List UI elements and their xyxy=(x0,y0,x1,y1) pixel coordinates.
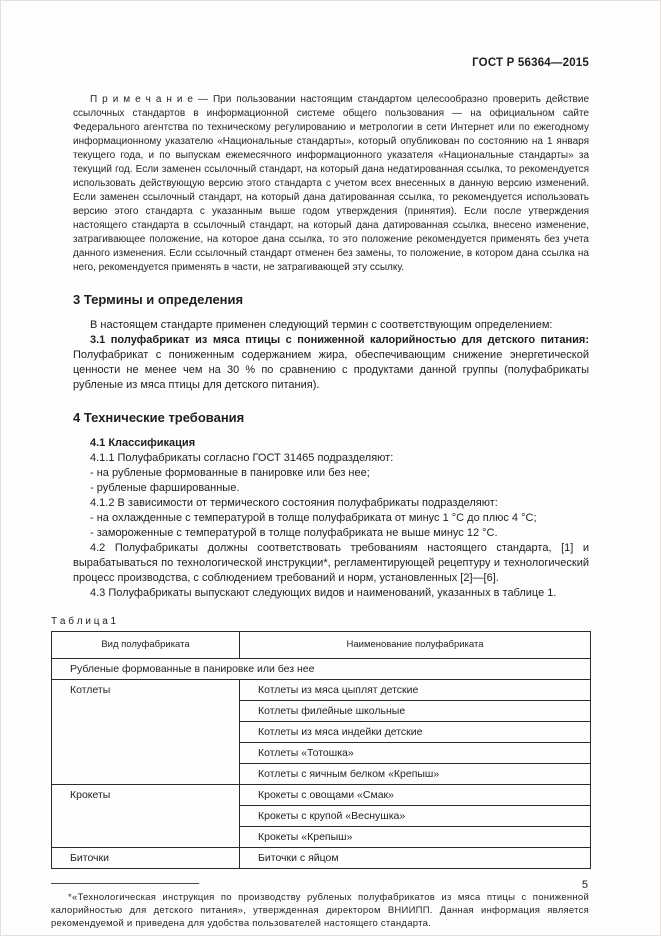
clause-4-1-1: 4.1.1 Полуфабрикаты согласно ГОСТ 31465 подразделяют: xyxy=(90,452,394,464)
clause-4-1-2-item-1: - на охлажденные с температурой в толще полуфабриката от минус 1 °С до плюс 4 °С; xyxy=(90,512,537,524)
table-name-cell: Котлеты «Тотошка» xyxy=(240,743,591,764)
footnote-text: *«Технологическая инструкция по производству рубленых полуфабрикатов из мяса птицы с пониженной калорийностью для детского питания», утвержденная директором ВНИИПП. Данная информация является рекомендуемой и приведена для удобства пользователей настоящего стандарта. xyxy=(51,892,589,929)
table-group-cell: Рубленые формованные в панировке или без нее xyxy=(52,659,591,680)
table-name-cell: Крокеты с крупой «Веснушка» xyxy=(240,806,591,827)
note-paragraph xyxy=(73,93,589,275)
table-kind-kotlety: Котлеты xyxy=(52,680,240,785)
table-kind-krokety: Крокеты xyxy=(52,785,240,848)
footnote-rule xyxy=(51,883,199,884)
note-text: При пользовании настоящим стандартом целесообразно проверить действие ссылочных стандартов в информационной системе общего пользования — на официальном сайте Федерального агентства по техническому регулированию и метрологии в сети Интернет или по ежегодному информационному указателю «Национальные стандарты», который опубликован по состоянию на 1 января текущего года, и по выпускам ежемесячного информационного указателя «Национальные стандарты» за текущий год. Если заменен ссылочный стандарт, на который дана недатированная ссылка, то рекомендуется использовать действующую версию этого стандарта с учетом всех внесенных в данную версию изменений. Если заменен ссылочный стандарт, на который дана датированная ссылка, то рекомендуется использовать версию этого стандарта с указанным выше годом утверждения (принятия). Если после утверждения настоящего стандарта в ссылочный стандарт, на который дана датированная ссылка, внесено изменение, затрагивающее положение, на которое дана ссылка, то это положение рекомендуется применять без учета данного изменения. Если ссылочный стандарт отменен без замены, то положение, в котором дана ссылка на него, рекомендуется применять в части, не затрагивающей эту ссылку. xyxy=(73,94,590,273)
table-header-name: Наименование полуфабриката xyxy=(240,632,591,659)
table-row xyxy=(52,785,591,806)
products-table xyxy=(51,631,591,869)
clause-4-1-2: 4.1.2 В зависимости от термического состояния полуфабрикаты подразделяют: xyxy=(90,497,498,509)
clause-4-1-1-item-2: - рубленые фаршированные. xyxy=(90,482,240,494)
term-name: полуфабрикат из мяса птицы с пониженной калорийностью для детского питания: xyxy=(110,334,589,346)
table-header-row xyxy=(52,632,591,659)
clause-4-1: 4.1 Классификация xyxy=(90,437,196,449)
table-name-cell: Котлеты с яичным белком «Крепыш» xyxy=(240,764,591,785)
table-name-cell: Котлеты филейные школьные xyxy=(240,701,591,722)
table-group-row xyxy=(52,659,591,680)
table-name-cell: Котлеты из мяса цыплят детские xyxy=(240,680,591,701)
section-4-title: 4 Технические требования xyxy=(73,410,245,425)
table-name-cell: Крокеты с овощами «Смак» xyxy=(240,785,591,806)
table-kind-bitochki: Биточки xyxy=(52,848,240,869)
note-label: П р и м е ч а н и е — xyxy=(90,94,208,105)
clause-4-1-2-item-2: - замороженные с температурой в толще полуфабриката не выше минус 12 °С. xyxy=(90,527,498,539)
term-number: 3.1 xyxy=(90,334,106,346)
table-row xyxy=(52,848,591,869)
section-3-intro: В настоящем стандарте применен следующий термин с соответствующим определением: xyxy=(90,319,553,331)
standard-number-header: ГОСТ Р 56364—2015 xyxy=(472,57,589,69)
table-header-kind: Вид полуфабриката xyxy=(52,632,240,659)
table-caption: Т а б л и ц а 1 xyxy=(51,616,117,627)
clause-4-1-1-item-1: - на рубленые формованные в панировке или без нее; xyxy=(90,467,370,479)
table-name-cell: Котлеты из мяса индейки детские xyxy=(240,722,591,743)
table-name-cell: Крокеты «Крепыш» xyxy=(240,827,591,848)
page-number: 5 xyxy=(581,879,588,891)
clause-4-3: 4.3 Полуфабрикаты выпускают следующих видов и наименований, указанных в таблице 1. xyxy=(90,587,557,599)
table-row xyxy=(52,680,591,701)
term-definition-paragraph xyxy=(73,333,589,393)
table-name-cell: Биточки с яйцом xyxy=(240,848,591,869)
section-3-title: 3 Термины и определения xyxy=(73,292,244,307)
term-text: Полуфабрикат с пониженным содержанием жира, обеспечивающим снижение энергетической ценности не менее чем на 30 % по сравнению с продуктами данной группы (полуфабрикаты рубленые из мяса птицы для детского питания). xyxy=(73,349,589,391)
clause-4-2: 4.2 Полуфабрикаты должны соответствовать требованиям настоящего стандарта, [1] и вырабатываться по технологической инструкции*, регламентирующей рецептуру и технологический процесс производства, с соблюдением требований и норм, установленных [2]—[6]. xyxy=(73,542,589,584)
